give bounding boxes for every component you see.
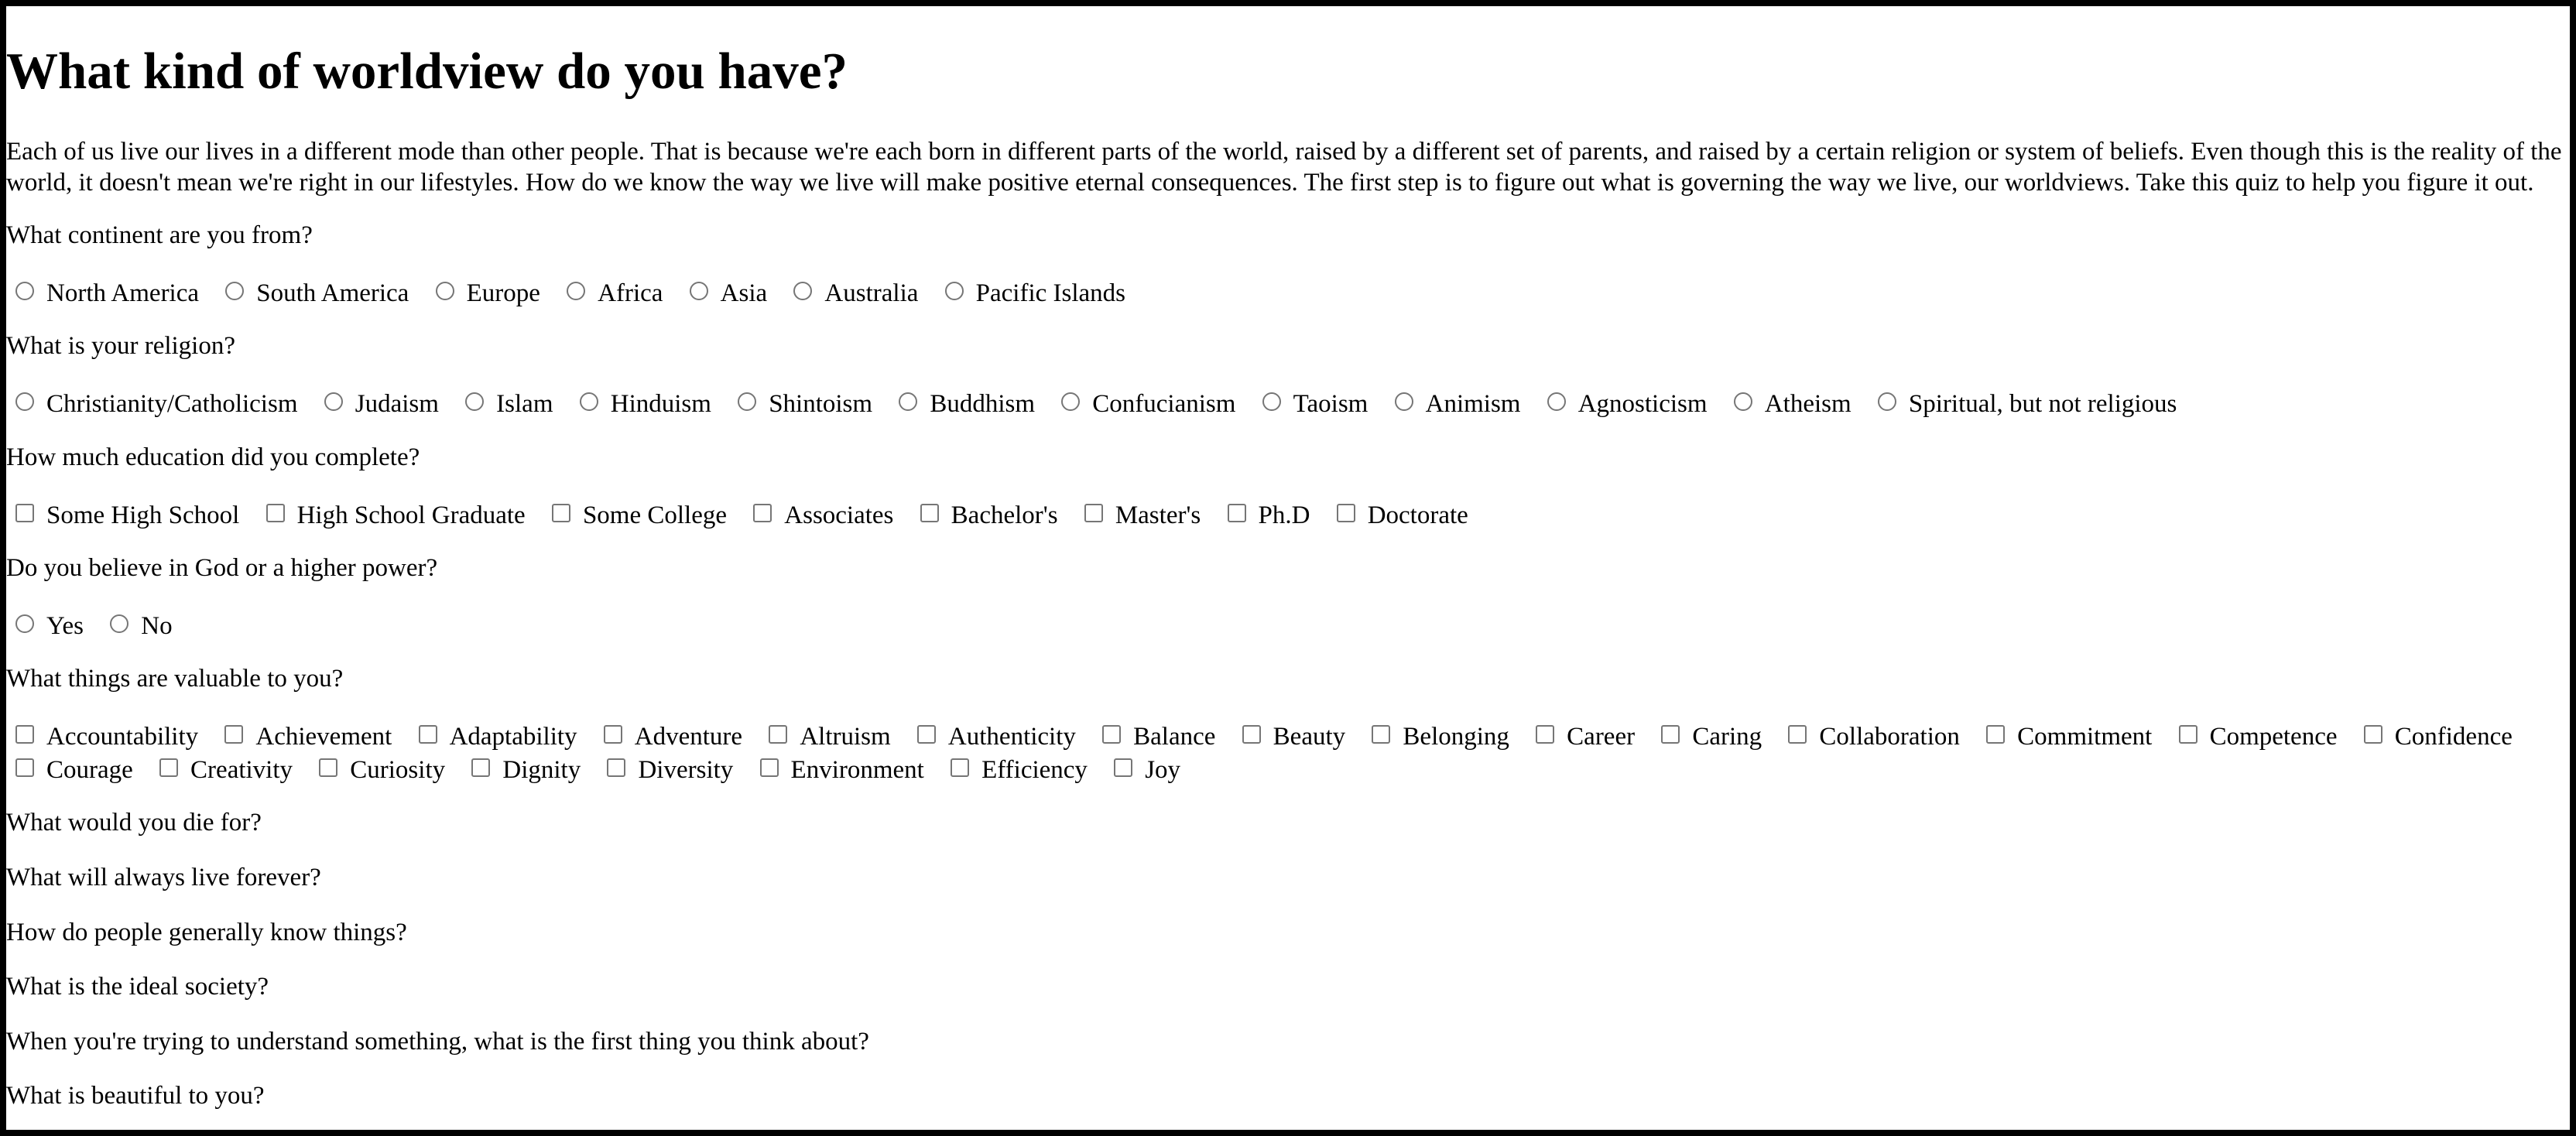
checkbox[interactable]	[604, 725, 622, 744]
option-pacific-islands[interactable]: Pacific Islands	[936, 276, 1125, 310]
option-dignity[interactable]: Dignity	[462, 753, 581, 786]
option-high-school-graduate[interactable]: High School Graduate	[257, 498, 526, 532]
option-collaboration[interactable]: Collaboration	[1779, 720, 1959, 753]
checkbox[interactable]	[769, 725, 787, 744]
radio-button[interactable]	[110, 614, 128, 633]
education-options	[6, 498, 2570, 532]
checkbox[interactable]	[15, 504, 34, 522]
option-islam[interactable]: Islam	[456, 387, 553, 420]
checkbox[interactable]	[951, 758, 969, 777]
option-hinduism[interactable]: Hinduism	[570, 387, 711, 420]
page-title: What kind of worldview do you have?	[6, 43, 848, 100]
page-content	[6, 6, 2570, 1130]
radio-button[interactable]	[15, 392, 34, 411]
checkbox[interactable]	[15, 725, 34, 744]
option-courage[interactable]: Courage	[6, 753, 133, 786]
option-buddhism[interactable]: Buddhism	[889, 387, 1035, 420]
option-no[interactable]: No	[101, 609, 172, 642]
option-south-america[interactable]: South America	[216, 276, 409, 310]
option-creativity[interactable]: Creativity	[150, 753, 293, 786]
radio-button[interactable]	[1878, 392, 1896, 411]
option-curiosity[interactable]: Curiosity	[310, 753, 445, 786]
question-belief: Do you believe in God or a higher power?	[6, 554, 438, 582]
question-values: What things are valuable to you?	[6, 665, 344, 693]
option-authenticity[interactable]: Authenticity	[908, 720, 1076, 753]
question-die-for: What would you die for?	[6, 809, 262, 837]
question-continent: What continent are you from?	[6, 221, 313, 249]
option-phd[interactable]: Ph.D	[1218, 498, 1310, 532]
option-doctorate[interactable]: Doctorate	[1327, 498, 1468, 532]
option-efficiency[interactable]: Efficiency	[941, 753, 1088, 786]
checkbox[interactable]	[471, 758, 490, 777]
option-some-high-school[interactable]: Some High School	[6, 498, 239, 532]
radio-button[interactable]	[1547, 392, 1566, 411]
question-religion: What is your religion?	[6, 332, 236, 360]
option-adaptability[interactable]: Adaptability	[409, 720, 577, 753]
radio-button[interactable]	[225, 282, 244, 300]
checkbox[interactable]	[1242, 725, 1261, 744]
option-judaism[interactable]: Judaism	[315, 387, 439, 420]
checkbox[interactable]	[266, 504, 285, 522]
question-education: How much education did you complete?	[6, 443, 420, 471]
intro-paragraph: Each of us live our lives in a different mode than other people. That is because we're each born in different parts of the world, raised by a different set of parents, and raised by a certain religion or system of beliefs. Even though this is the reality of the world, it doesn't mean we're right in our lifestyles. How do we know the way we live will make positive eternal consequences. The first step is to figure out what is governing the way we live, our worldviews. Take this quiz to help you figure it out.	[6, 138, 2562, 197]
checkbox[interactable]	[1536, 725, 1554, 744]
option-associates[interactable]: Associates	[744, 498, 893, 532]
option-achievement[interactable]: Achievement	[215, 720, 392, 753]
option-beauty[interactable]: Beauty	[1233, 720, 1345, 753]
checkbox[interactable]	[159, 758, 178, 777]
checkbox[interactable]	[224, 725, 243, 744]
radio-button[interactable]	[738, 392, 756, 411]
radio-button[interactable]	[1395, 392, 1413, 411]
radio-button[interactable]	[899, 392, 917, 411]
option-caring[interactable]: Caring	[1652, 720, 1762, 753]
radio-button[interactable]	[945, 282, 964, 300]
option-spiritual[interactable]: Spiritual, but not religious	[1869, 387, 2177, 420]
option-confidence[interactable]: Confidence	[2355, 720, 2513, 753]
checkbox[interactable]	[2364, 725, 2382, 744]
option-asia[interactable]: Asia	[680, 276, 768, 310]
option-animism[interactable]: Animism	[1386, 387, 1521, 420]
checkbox[interactable]	[1102, 725, 1121, 744]
option-europe[interactable]: Europe	[426, 276, 540, 310]
radio-button[interactable]	[1061, 392, 1080, 411]
values-options	[6, 720, 2570, 786]
option-altruism[interactable]: Altruism	[759, 720, 890, 753]
option-christianity[interactable]: Christianity/Catholicism	[6, 387, 298, 420]
radio-button[interactable]	[690, 282, 708, 300]
option-agnosticism[interactable]: Agnosticism	[1538, 387, 1708, 420]
checkbox[interactable]	[1661, 725, 1680, 744]
option-australia[interactable]: Australia	[784, 276, 918, 310]
radio-button[interactable]	[324, 392, 343, 411]
option-balance[interactable]: Balance	[1093, 720, 1215, 753]
question-live-forever: What will always live forever?	[6, 864, 321, 891]
radio-button[interactable]	[15, 282, 34, 300]
radio-button[interactable]	[1262, 392, 1281, 411]
option-yes[interactable]: Yes	[6, 609, 84, 642]
question-know-things: How do people generally know things?	[6, 919, 407, 946]
radio-button[interactable]	[580, 392, 598, 411]
option-confucianism[interactable]: Confucianism	[1052, 387, 1235, 420]
option-career[interactable]: Career	[1526, 720, 1635, 753]
religion-options	[6, 387, 2570, 420]
checkbox[interactable]	[1337, 504, 1355, 522]
option-diversity[interactable]: Diversity	[598, 753, 733, 786]
radio-button[interactable]	[15, 614, 34, 633]
checkbox[interactable]	[2179, 725, 2197, 744]
option-joy[interactable]: Joy	[1105, 753, 1180, 786]
checkbox[interactable]	[1114, 758, 1132, 777]
radio-button[interactable]	[567, 282, 585, 300]
option-belonging[interactable]: Belonging	[1362, 720, 1509, 753]
checkbox[interactable]	[1372, 725, 1390, 744]
radio-button[interactable]	[1734, 392, 1752, 411]
checkbox[interactable]	[607, 758, 625, 777]
question-ideal-society: What is the ideal society?	[6, 973, 269, 1001]
option-commitment[interactable]: Commitment	[1977, 720, 2152, 753]
radio-button[interactable]	[436, 282, 454, 300]
option-atheism[interactable]: Atheism	[1725, 387, 1852, 420]
option-accountability[interactable]: Accountability	[6, 720, 198, 753]
option-shintoism[interactable]: Shintoism	[728, 387, 872, 420]
belief-options	[6, 609, 2570, 642]
checkbox[interactable]	[917, 725, 936, 744]
radio-button[interactable]	[465, 392, 484, 411]
checkbox[interactable]	[1788, 725, 1807, 744]
checkbox[interactable]	[753, 504, 772, 522]
checkbox[interactable]	[319, 758, 337, 777]
option-some-college[interactable]: Some College	[543, 498, 727, 532]
checkbox[interactable]	[15, 758, 34, 777]
option-africa[interactable]: Africa	[557, 276, 663, 310]
checkbox[interactable]	[1986, 725, 2005, 744]
option-north-america[interactable]: North America	[6, 276, 199, 310]
checkbox[interactable]	[760, 758, 779, 777]
option-masters[interactable]: Master's	[1075, 498, 1201, 532]
checkbox[interactable]	[552, 504, 570, 522]
checkbox[interactable]	[1228, 504, 1246, 522]
checkbox[interactable]	[1084, 504, 1103, 522]
radio-button[interactable]	[793, 282, 812, 300]
option-bachelors[interactable]: Bachelor's	[911, 498, 1058, 532]
question-beautiful: What is beautiful to you?	[6, 1082, 265, 1110]
question-understand: When you're trying to understand something, what is the first thing you think about?	[6, 1028, 869, 1056]
option-taoism[interactable]: Taoism	[1253, 387, 1368, 420]
checkbox[interactable]	[920, 504, 939, 522]
option-competence[interactable]: Competence	[2170, 720, 2338, 753]
checkbox[interactable]	[419, 725, 437, 744]
option-environment[interactable]: Environment	[751, 753, 924, 786]
continent-options	[6, 276, 2570, 310]
option-adventure[interactable]: Adventure	[594, 720, 742, 753]
